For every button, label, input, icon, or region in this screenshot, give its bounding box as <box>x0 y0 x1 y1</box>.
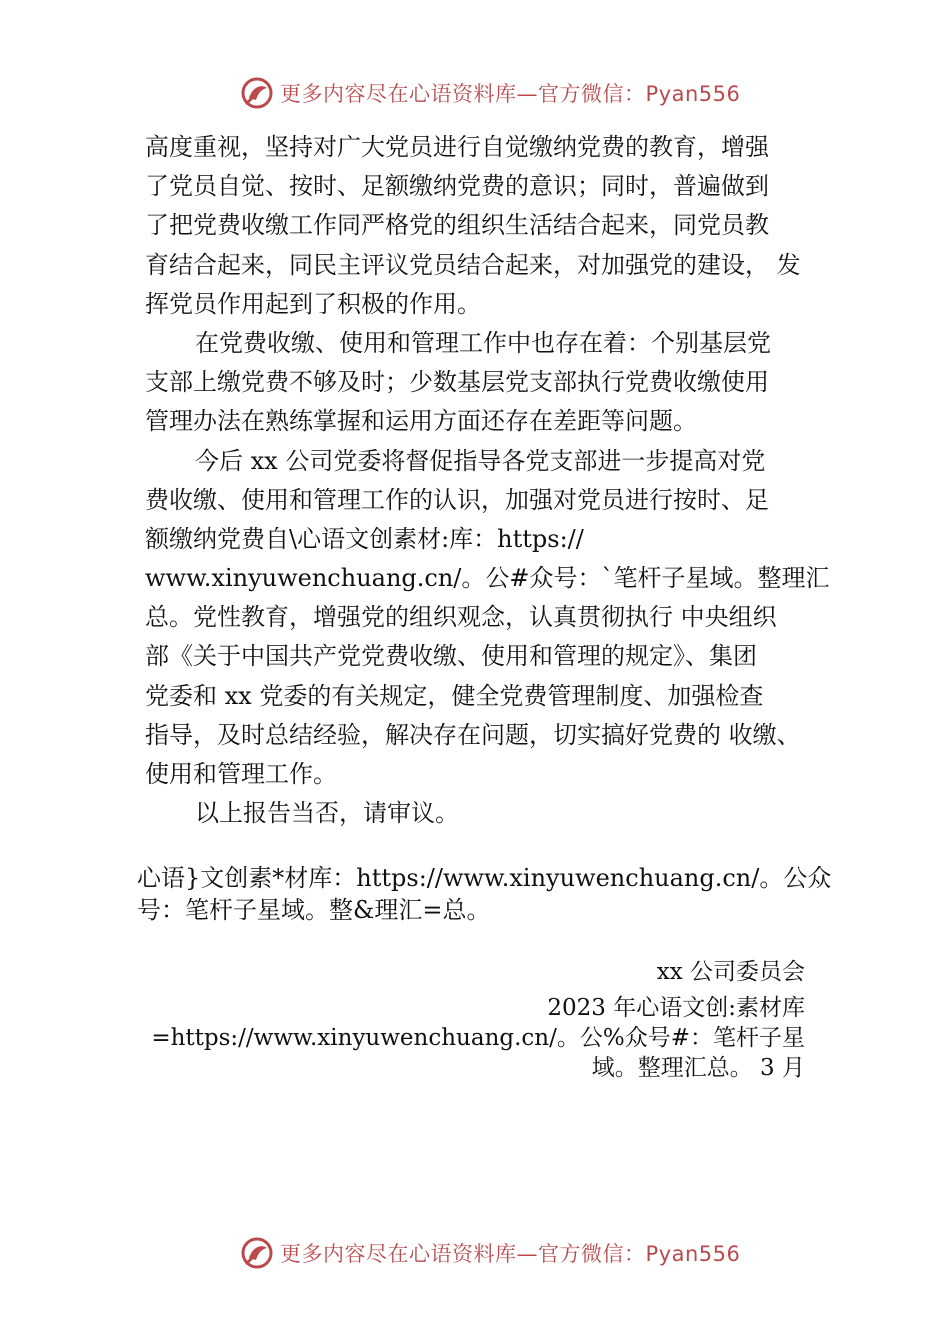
paragraph-line: 高度重视，坚持对广大党员进行自觉缴纳党费的教育，增强 <box>145 133 769 161</box>
paragraph-line: 使用和管理工作。 <box>145 760 337 788</box>
signature-date-line: =https://www.xinyuwenchuang.cn/。公%众号#：笔杆子星 <box>151 1025 805 1051</box>
signature-date-line: 2023 年心语文创:素材库 <box>547 995 805 1021</box>
paragraph-line: 总。党性教育，增强党的组织观念，认真贯彻执行 中央组织 <box>145 603 777 632</box>
header-banner <box>0 73 950 113</box>
paragraph-line: 育结合起来，同民主评议党员结合起来，对加强党的建设， 发 <box>145 250 801 279</box>
paragraph-line: 了把党费收缴工作同严格党的组织生活结合起来，同党员教 <box>145 211 769 240</box>
logo-icon <box>240 1236 274 1270</box>
logo-icon <box>240 76 274 110</box>
source-note-line: 心语}文创素*材库：https://www.xinyuwenchuang.cn/。公众 <box>137 864 832 892</box>
footer-banner-text: 更多内容尽在心语资料库—官方微信：Pyan556 <box>280 1242 741 1266</box>
signature-date <box>151 993 805 1083</box>
footer-banner <box>0 1233 950 1273</box>
paragraph-line: 挥党员作用起到了积极的作用。 <box>145 289 481 318</box>
source-note-line: 号：笔杆子星域。整&理汇=总。 <box>137 896 491 924</box>
header-banner-text: 更多内容尽在心语资料库—官方微信：Pyan556 <box>280 82 741 106</box>
paragraph-line: 费收缴、使用和管理工作的认识，加强对党员进行按时、足 <box>145 485 769 514</box>
paragraph-line: 部《关于中国共产党党费收缴、使用和管理的规定》、集团 <box>145 642 757 671</box>
report-body <box>145 128 835 833</box>
paragraph-line: 今后 xx 公司党委将督促指导各党支部进一步提高对党 <box>195 446 766 475</box>
closing-line: 以上报告当否，请审议。 <box>195 799 459 828</box>
source-note <box>137 862 837 926</box>
paragraph-line: 额缴纳党费自\心语文创素材:库：https:// <box>145 524 584 553</box>
paragraph-line: 管理办法在熟练掌握和运用方面还存在差距等问题。 <box>145 407 697 436</box>
signature-date-line: 域。整理汇总。 3 月 <box>591 1055 805 1081</box>
paragraph-line: 支部上缴党费不够及时；少数基层党支部执行党费收缴使用 <box>145 368 769 397</box>
paragraph-line: 指导，及时总结经验，解决存在问题，切实搞好党费的 收缴、 <box>145 720 801 749</box>
signature-org: xx 公司委员会 <box>656 959 805 985</box>
paragraph-line: 在党费收缴、使用和管理工作中也存在着：个别基层党 <box>195 328 771 357</box>
paragraph-line: 党委和 xx 党委的有关规定，健全党费管理制度、加强检查 <box>145 681 764 710</box>
paragraph-line: 了党员自觉、按时、足额缴纳党费的意识；同时，普遍做到 <box>145 172 769 201</box>
paragraph-line: www.xinyuwenchuang.cn/。公#众号：`笔杆子星域。整理汇 <box>145 564 830 593</box>
